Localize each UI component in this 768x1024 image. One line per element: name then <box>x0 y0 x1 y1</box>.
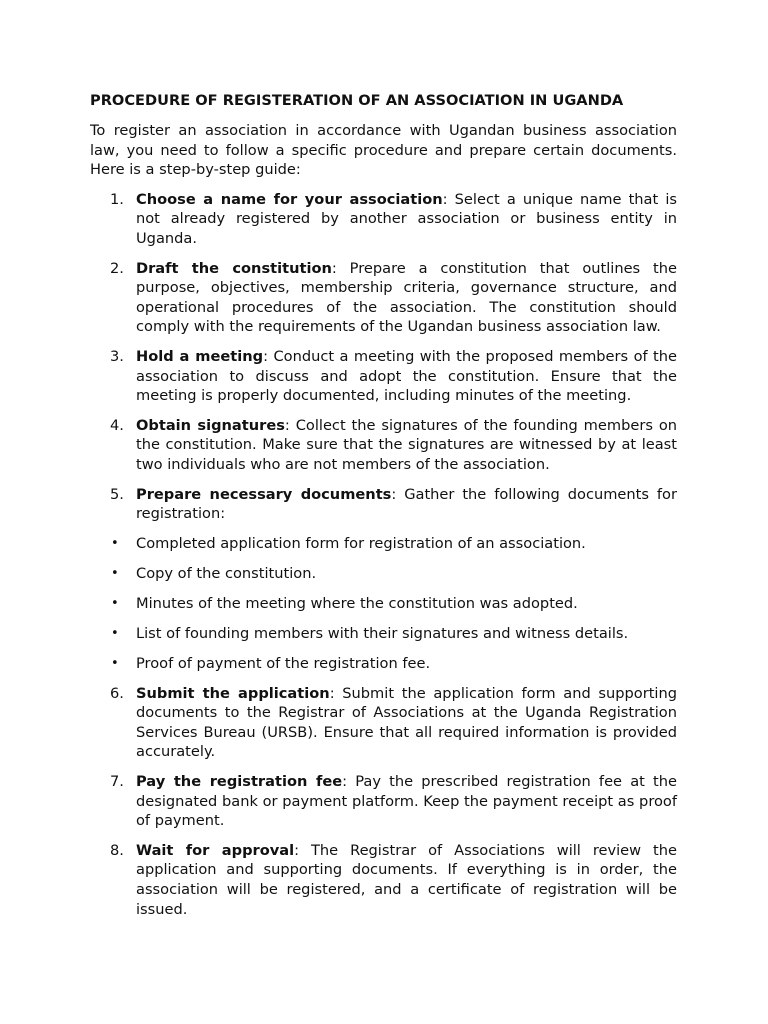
document-list-text: Copy of the constitution. <box>136 564 317 582</box>
step-heading: Submit the application <box>136 684 330 702</box>
step-heading: Choose a name for your association <box>136 190 443 208</box>
document-list-item <box>90 654 677 674</box>
step-number: 8. <box>110 841 124 859</box>
step-number: 7. <box>110 772 124 790</box>
bullet-marker: • <box>111 595 119 611</box>
step-item <box>90 841 677 919</box>
step-heading: Draft the constitution <box>136 259 332 277</box>
step-text: : Pay the prescribed registration fee at the designated bank or payment platform. Keep the payment receipt as proof of payment. <box>136 772 677 830</box>
document-title: PROCEDURE OF REGISTERATION OF AN ASSOCIATION IN UGANDA <box>90 92 624 109</box>
step-text: : Gather the following documents for registration: <box>136 485 677 523</box>
step-text: : Select a unique name that is not already registered by another association or business entity in Uganda. <box>136 190 677 247</box>
step-number: 2. <box>110 259 124 277</box>
bullet-marker: • <box>111 535 119 551</box>
document-list-item <box>90 564 677 584</box>
step-number: 6. <box>110 684 124 702</box>
step-heading: Wait for approval <box>136 841 295 859</box>
step-heading: Prepare necessary documents <box>136 485 392 503</box>
bullet-marker: • <box>111 625 119 641</box>
step-item <box>90 416 677 475</box>
document-list-text: Minutes of the meeting where the constitution was adopted. <box>136 594 578 612</box>
step-number: 3. <box>110 347 124 365</box>
step-text: : The Registrar of Associations will review the application and supporting documents. If everything is in order, the association will be registered, and a certificate of registration will be issued. <box>136 841 677 918</box>
step-item <box>90 259 677 337</box>
step-item <box>90 190 677 249</box>
step-text: : Collect the signatures of the founding members on the constitution. Make sure that the signatures are witnessed by at least two individuals who are not members of the association. <box>136 416 678 473</box>
step-heading: Pay the registration fee <box>136 772 343 790</box>
step-number: 4. <box>110 416 124 434</box>
step-number: 5. <box>110 485 124 503</box>
step-heading: Obtain signatures <box>136 416 285 434</box>
step-text: : Prepare a constitution that outlines the purpose, objectives, membership criteria, governance structure, and operational procedures of the association. The constitution should comply with the requirements of the Ugandan business association law. <box>136 259 677 336</box>
step-number: 1. <box>110 190 124 208</box>
intro-paragraph: To register an association in accordance with Ugandan business association law, you need to follow a specific procedure and prepare certain documents. Here is a step-by-step guide: <box>90 122 677 179</box>
step-item <box>90 684 677 762</box>
step-text: : Submit the application form and supporting documents to the Registrar of Associations at the Uganda Registration Services Bureau (URSB). Ensure that all required information is provided accurately. <box>136 684 677 761</box>
document-list-text: Proof of payment of the registration fee. <box>136 654 431 672</box>
step-item <box>90 347 677 406</box>
document-list-text: Completed application form for registration of an association. <box>136 534 586 552</box>
document-page <box>90 91 677 929</box>
step-item <box>90 485 677 524</box>
step-heading: Hold a meeting <box>136 347 264 365</box>
document-list-item <box>90 594 677 614</box>
step-text: : Conduct a meeting with the proposed members of the association to discuss and adopt the constitution. Ensure that the meeting is properly documented, including minutes of the meeting. <box>136 347 678 405</box>
bullet-marker: • <box>111 655 119 671</box>
document-list-item <box>90 624 677 644</box>
document-list-text: List of founding members with their signatures and witness details. <box>136 624 629 642</box>
bullet-marker: • <box>111 565 119 581</box>
step-item <box>90 772 677 831</box>
document-list-item <box>90 534 677 554</box>
